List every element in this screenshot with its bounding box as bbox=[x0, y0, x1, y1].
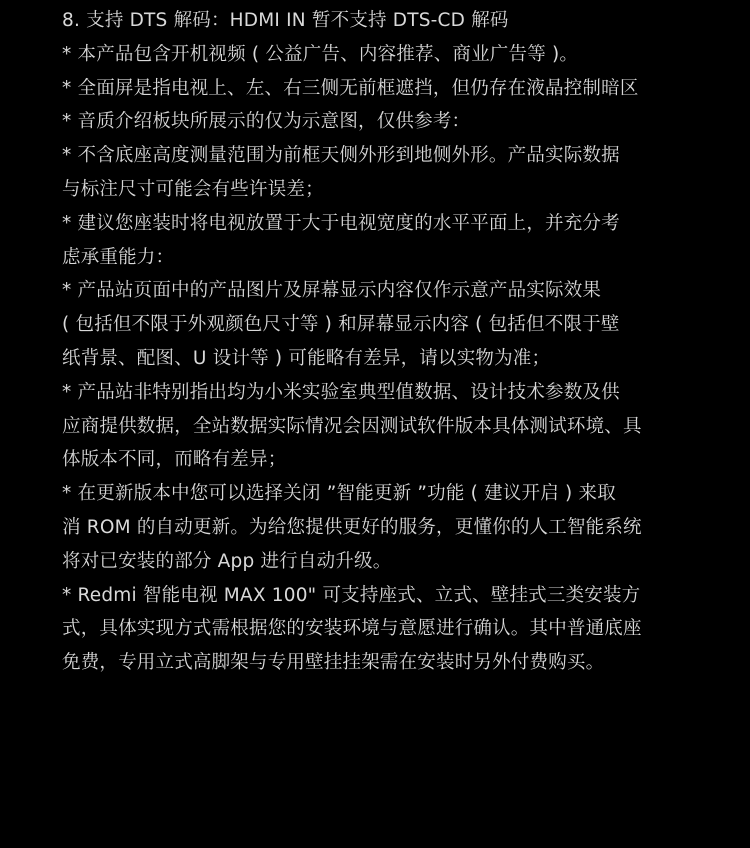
note-line: * 不含底座高度测量范围为前框天侧外形到地侧外形。产品实际数据 bbox=[62, 145, 620, 167]
note-line: * 产品站非特别指出均为小米实验室典型值数据、设计技术参数及供 bbox=[62, 381, 620, 403]
note-line: 消 ROM 的自动更新。为给您提供更好的服务，更懂你的人工智能系统 bbox=[62, 516, 642, 538]
note-line: 应商提供数据，全站数据实际情况会因测试软件版本具体测试环境、具 bbox=[62, 415, 642, 437]
note-line: 将对已安装的部分 App 进行自动升级。 bbox=[62, 550, 392, 572]
note-line: * 在更新版本中您可以选择关闭 ”智能更新 ”功能 ( 建议开启 ) 来取 bbox=[62, 483, 616, 505]
note-line: * 音质介绍板块所展示的仅为示意图，仅供参考： bbox=[62, 111, 471, 133]
note-line: 式，具体实现方式需根据您的安装环境与意愿进行确认。其中普通底座 bbox=[62, 618, 642, 640]
note-line: 纸背景、配图、U 设计等 ) 可能略有差异，请以实物为准； bbox=[62, 347, 551, 369]
note-line: 体版本不同，而略有差异； bbox=[62, 449, 287, 471]
note-line: ( 包括但不限于外观颜色尺寸等 ) 和屏幕显示内容 ( 包括但不限于壁 bbox=[62, 314, 620, 336]
note-line: * Redmi 智能电视 MAX 100" 可支持座式、立式、壁挂式三类安装方 bbox=[62, 584, 641, 606]
note-line: * 全面屏是指电视上、左、右三侧无前框遮挡，但仍存在液晶控制暗区 bbox=[62, 77, 639, 99]
note-line: * 本产品包含开机视频 ( 公益广告、内容推荐、商业广告等 )。 bbox=[62, 43, 579, 65]
note-line: 免费，专用立式高脚架与专用壁挂挂架需在安装时另外付费购买。 bbox=[62, 652, 605, 674]
note-line: * 产品站页面中的产品图片及屏幕显示内容仅作示意产品实际效果 bbox=[62, 280, 602, 302]
note-line: 8. 支持 DTS 解码：HDMI IN 暂不支持 DTS-CD 解码 bbox=[62, 10, 509, 31]
note-line: * 建议您座装时将电视放置于大于电视宽度的水平平面上，并充分考 bbox=[62, 212, 620, 234]
product-notes bbox=[62, 4, 692, 680]
note-line: 与标注尺寸可能会有些许误差； bbox=[62, 178, 324, 200]
note-line: 虑承重能力： bbox=[62, 246, 175, 268]
